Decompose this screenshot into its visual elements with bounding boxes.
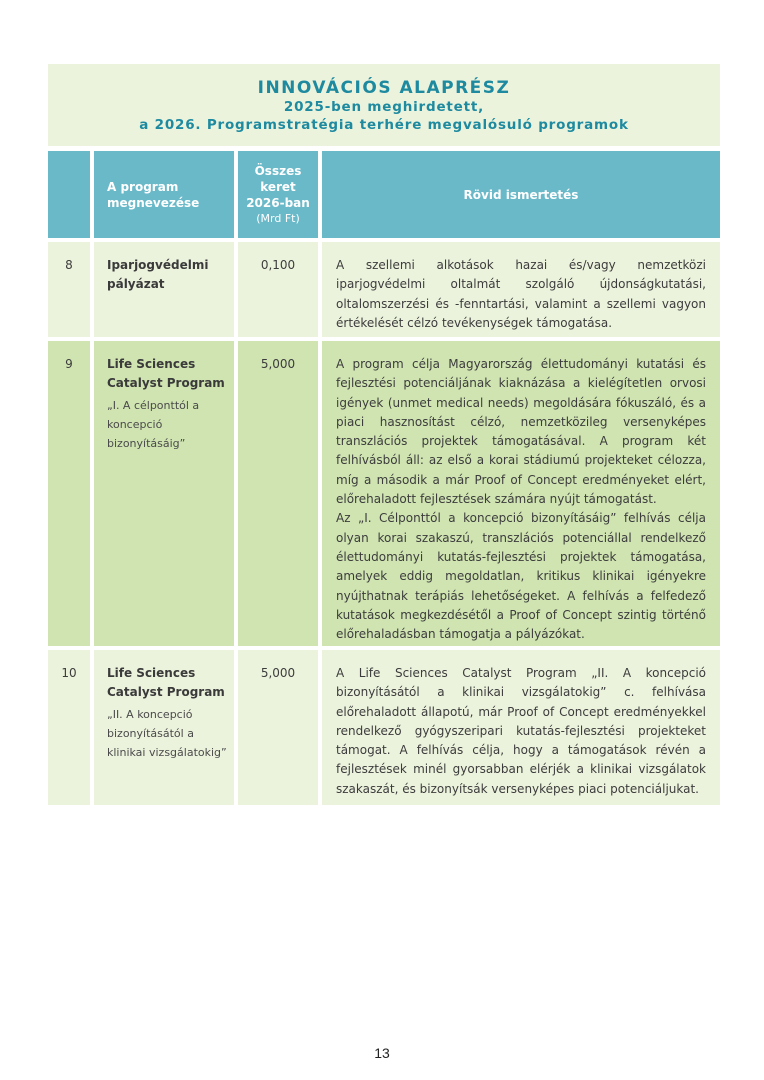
document-page [48, 64, 720, 809]
header-budget-line-2: keret [260, 179, 296, 194]
program-name-cell [94, 650, 234, 805]
program-subtitle: „II. A koncepció bizonyításától a klinikai vizsgálatokig” [107, 707, 227, 760]
section-subtitle-line-2: a 2026. Programstratégia terhére megvalósuló programok [139, 117, 629, 133]
program-name-cell [94, 242, 234, 337]
row-number: 8 [48, 242, 90, 337]
program-budget: 0,100 [238, 242, 318, 337]
table-row [48, 242, 720, 337]
table-row [48, 650, 720, 805]
description-paragraph: Az „I. Célponttól a koncepció bizonyításáig” felhívás célja olyan korai szakaszú, transzlációs potenciállal rendelkező élettudományi kutatás-fejlesztési projektek támogatása, amelyek eddig megoldatlan, kritikus klinikai igényekre nyújthatnak terápiás lehetőségeket. A felhívás a felfedező kutatások megkezdésétől a Proof of Concept szintig történő előrehaladásban támogatja a pályázókat. [336, 511, 706, 642]
program-name: Iparjogvédelmi pályázat [107, 258, 209, 292]
page-number: 13 [374, 1045, 390, 1061]
header-description: Rövid ismertetés [322, 151, 720, 238]
description-paragraph: A program célja Magyarország élettudományi kutatási és fejlesztési potenciáljának kiaknázása a kielégítetlen orvosi igények (unmet medical needs) megoldására fókuszáló, és a piaci hasznosítást célzó, nemzetközileg versenyképes transzlációs projektek támogatásával. A program két felhívásból áll: az első a korai stádiumú projekteket célozza, míg a második a már Proof of Concept eredményeket elért, előrehaladott fejlesztések számára nyújt támogatást. [336, 357, 706, 507]
header-budget-unit: (Mrd Ft) [256, 211, 300, 225]
header-program-name: A program megnevezése [94, 151, 234, 238]
header-number [48, 151, 90, 238]
section-title-box [48, 64, 720, 146]
header-budget-line-3: 2026-ban [246, 195, 310, 210]
program-budget: 5,000 [238, 341, 318, 646]
program-description [322, 341, 720, 646]
header-budget [238, 151, 318, 238]
section-title: INNOVÁCIÓS ALAPRÉSZ [257, 78, 511, 98]
table-header-row [48, 151, 720, 238]
program-name-cell [94, 341, 234, 646]
row-number: 9 [48, 341, 90, 646]
program-name: Life Sciences Catalyst Program [107, 357, 225, 391]
program-description [322, 650, 720, 805]
program-budget: 5,000 [238, 650, 318, 805]
programs-table [48, 151, 720, 805]
program-description [322, 242, 720, 337]
description-paragraph: A szellemi alkotások hazai és/vagy nemzetközi iparjogvédelmi oltalmát szolgáló újdonságkutatási, oltalomszerzési és -fenntartási, valamint a szellemi vagyon értékelését célzó tevékenységek támogatása. [336, 258, 706, 330]
program-subtitle: „I. A célponttól a koncepció bizonyításáig” [107, 398, 200, 451]
section-subtitle-line-1: 2025-ben meghirdetett, [283, 99, 485, 115]
row-number: 10 [48, 650, 90, 805]
table-row [48, 341, 720, 646]
header-budget-line-1: Összes [254, 163, 302, 178]
program-name: Life Sciences Catalyst Program [107, 666, 225, 700]
description-paragraph: A Life Sciences Catalyst Program „II. A koncepció bizonyításától a klinikai vizsgálatokig” c. felhívása előrehaladott állapotú, már Proof of Concept eredményekkel rendelkező gyógyszeripari kutatás-fejlesztési projekteket támogat. A felhívás célja, hogy a támogatások révén a fejlesztések minél gyorsabban elérjék a klinikai vizsgálatok szakaszát, és bizonyítsák versenyképes piaci potenciáljukat. [336, 666, 706, 796]
